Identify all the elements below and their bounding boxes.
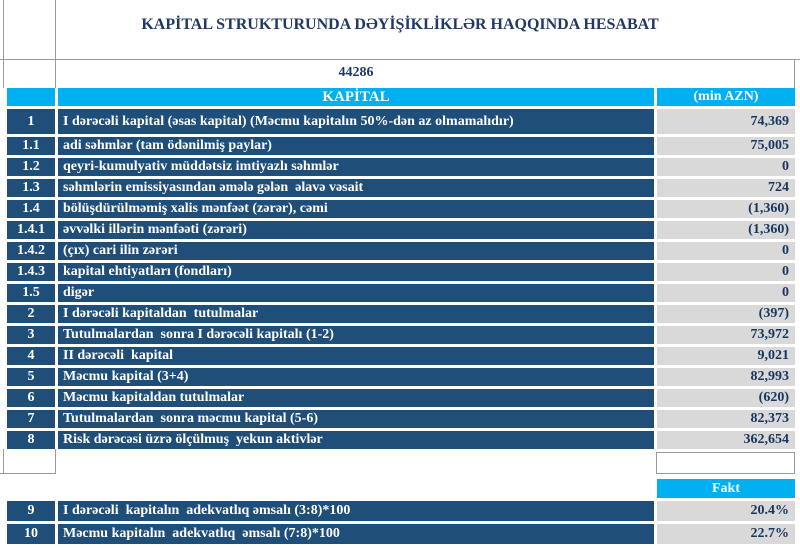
row-label-cell: I dərəcəli kapitalın adekvatlıq əmsalı (3:8)*100 — [58, 501, 654, 521]
row-label-cell: II dərəcəli kapital — [58, 347, 654, 365]
row-value-cell: 0 — [657, 284, 795, 302]
table-row — [7, 501, 795, 521]
empty-value-cell — [656, 452, 795, 474]
row-value-cell: 0 — [657, 263, 795, 281]
row-label-cell: bölüşdürülməmiş xalis mənfəət (zərər), cəmi — [58, 200, 654, 218]
table-header-row — [7, 88, 795, 106]
grid-line — [3, 449, 4, 473]
row-number-cell: 1 — [7, 109, 55, 134]
table-row — [7, 221, 795, 239]
row-value-cell: (620) — [657, 389, 795, 407]
row-number-cell: 1.3 — [7, 179, 55, 197]
row-value-cell: 0 — [657, 158, 795, 176]
row-number-cell: 3 — [7, 326, 55, 344]
grid-line — [55, 0, 56, 88]
row-label-cell: adi səhmlər (tam ödənilmiş paylar) — [58, 137, 654, 155]
row-label-cell: səhmlərin emissiyasından əmələ gələn əlavə vəsait — [58, 179, 654, 197]
table-row — [7, 263, 795, 281]
report-serial-row — [0, 60, 800, 88]
row-number-cell: 2 — [7, 305, 55, 323]
unit-header: (min AZN) — [657, 88, 795, 106]
row-number-cell: 9 — [7, 501, 55, 521]
row-label-cell: əvvəlki illərin mənfəəti (zərəri) — [58, 221, 654, 239]
row-value-cell: (1,360) — [657, 200, 795, 218]
row-label-cell: Məcmu kapitaldan tutulmalar — [58, 389, 654, 407]
row-label-cell: Risk dərəcəsi üzrə ölçülmuş yekun aktivlər — [58, 431, 654, 449]
table-row — [7, 431, 795, 449]
row-value-cell: 0 — [657, 242, 795, 260]
table-row — [7, 389, 795, 407]
fakt-number-cell — [7, 479, 55, 498]
table-row — [7, 109, 795, 134]
row-number-cell: 1.4.1 — [7, 221, 55, 239]
row-number-cell: 1.2 — [7, 158, 55, 176]
row-label-cell: Məcmu kapital (3+4) — [58, 368, 654, 386]
row-number-cell: 1.5 — [7, 284, 55, 302]
table-caption: KAPİTAL — [58, 88, 654, 106]
row-value-cell: 74,369 — [657, 109, 795, 134]
fakt-header: Fakt — [657, 479, 795, 498]
row-value-cell: (397) — [657, 305, 795, 323]
row-value-cell: (1,360) — [657, 221, 795, 239]
row-number-cell: 1.1 — [7, 137, 55, 155]
report-date-serial: 44286 — [338, 65, 374, 80]
row-number-cell: 10 — [7, 524, 55, 544]
fakt-label-cell — [58, 479, 654, 498]
row-value-cell: 724 — [657, 179, 795, 197]
table-row — [7, 347, 795, 365]
table-row — [7, 284, 795, 302]
grid-line — [794, 60, 795, 88]
table-row — [7, 305, 795, 323]
row-label-cell: qeyri-kumulyativ müddətsiz imtiyazlı səhmlər — [58, 158, 654, 176]
report-title-row — [0, 0, 800, 60]
row-value-cell: 75,005 — [657, 137, 795, 155]
row-number-cell: 5 — [7, 368, 55, 386]
table-row — [7, 242, 795, 260]
row-number-cell: 1.4 — [7, 200, 55, 218]
table-row — [7, 158, 795, 176]
row-number-cell: 6 — [7, 389, 55, 407]
row-label-cell: Tutulmalardan sonra məcmu kapital (5-6) — [58, 410, 654, 428]
row-value-cell: 9,021 — [657, 347, 795, 365]
row-value-cell: 22.7% — [657, 524, 795, 544]
row-label-cell: I dərəcəli kapitaldan tutulmalar — [58, 305, 654, 323]
row-value-cell: 82,993 — [657, 368, 795, 386]
capital-table-body — [0, 109, 800, 449]
row-value-cell: 362,654 — [657, 431, 795, 449]
row-number-cell: 1.4.3 — [7, 263, 55, 281]
fakt-header-row — [7, 479, 795, 498]
grid-line — [55, 449, 56, 473]
table-row — [7, 410, 795, 428]
row-label-cell: Tutulmalardan sonra I dərəcəli kapitalı (1-2) — [58, 326, 654, 344]
table-row — [7, 137, 795, 155]
grid-line — [3, 0, 4, 88]
row-label-cell: Məcmu kapitalın adekvatlıq əmsalı (7:8)*100 — [58, 524, 654, 544]
row-value-cell: 20.4% — [657, 501, 795, 521]
row-label-cell: (çıx) cari ilin zərəri — [58, 242, 654, 260]
row-number-cell: 7 — [7, 410, 55, 428]
grid-line — [0, 473, 56, 474]
table-row — [7, 326, 795, 344]
row-label-cell: I dərəcəli kapital (əsas kapital) (Məcmu kapitalın 50%-dən az olmamalıdır) — [58, 109, 654, 134]
row-label-cell: kapital ehtiyatları (fondları) — [58, 263, 654, 281]
row-number-cell: 4 — [7, 347, 55, 365]
row-number-cell: 1.4.2 — [7, 242, 55, 260]
table-row — [7, 179, 795, 197]
row-number-cell: 8 — [7, 431, 55, 449]
report-title: KAPİTAL STRUKTURUNDA DƏYİŞİKLİKLƏR HAQQINDA HESABAT — [141, 15, 659, 33]
row-label-cell: digər — [58, 284, 654, 302]
table-row — [7, 200, 795, 218]
row-value-cell: 82,373 — [657, 410, 795, 428]
table-row — [7, 368, 795, 386]
header-number-cell — [7, 88, 55, 106]
row-value-cell: 73,972 — [657, 326, 795, 344]
table-row — [7, 524, 795, 544]
ratio-table-body — [0, 501, 800, 544]
